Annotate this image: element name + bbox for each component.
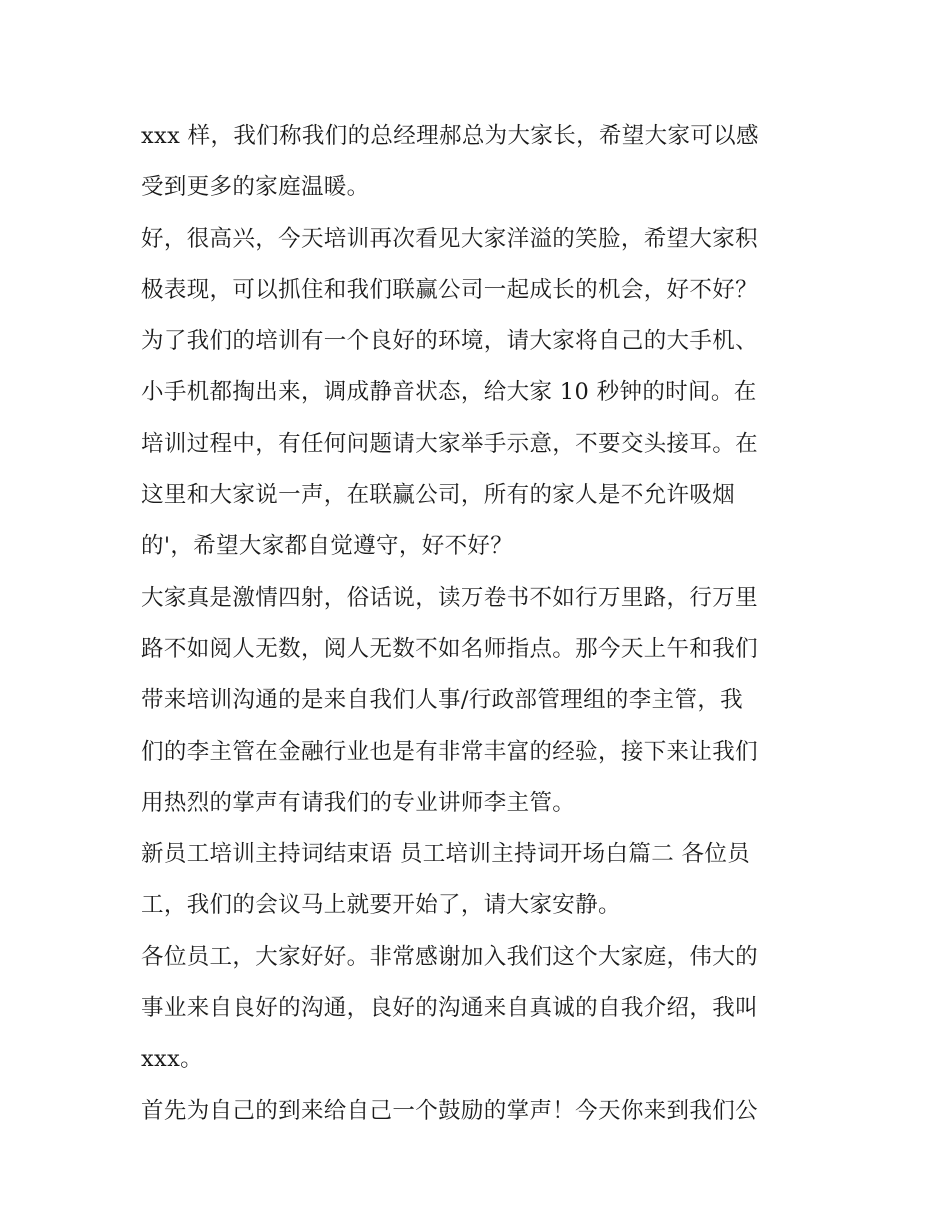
text-line: 极表现，可以抓住和我们联赢公司一起成长的机会，好不好？ [141,276,758,303]
text-line: 为了我们的培训有一个良好的环境，请大家将自己的大手机、 [141,328,758,355]
text-line: 各位员工，大家好好。非常感谢加入我们这个大家庭，伟大的 [141,943,758,970]
text-line: 们的李主管在金融行业也是有非常丰富的经验，接下来让我们 [141,738,758,765]
document-body [141,111,821,1137]
text-line: xxx 样，我们称我们的总经理郝总为大家长，希望大家可以感 [141,123,759,149]
text-line: 新员工培训主持词结束语 员工培训主持词开场白篇二 各位员 [141,841,751,868]
text-line: 的'，希望大家都自觉遵守，好不好？ [141,533,514,560]
text-line: 大家真是激情四射，俗话说，读万卷书不如行万里路，行万里 [141,584,758,611]
text-line: 培训过程中，有任何问题请大家举手示意，不要交头接耳。在 [141,430,758,457]
text-line: 工，我们的会议马上就要开始了，请大家安静。 [141,892,621,919]
text-line: 事业来自良好的沟通，良好的沟通来自真诚的自我介绍，我叫 [141,995,758,1022]
text-line: 这里和大家说一声，在联赢公司，所有的家人是不允许吸烟 [141,482,736,509]
text-line: 好，很高兴，今天培训再次看见大家洋溢的笑脸，希望大家积 [141,225,758,252]
text-line: 首先为自己的到来给自己一个鼓励的掌声！今天你来到我们公 [141,1097,758,1124]
text-line: xxx。 [141,1046,203,1073]
text-line: 小手机都掏出来，调成静音状态，给大家 10 秒钟的时间。在 [141,379,757,406]
text-line: 用热烈的掌声有请我们的专业讲师李主管。 [141,789,576,816]
text-line: 带来培训沟通的是来自我们人事/行政部管理组的李主管，我 [141,687,744,714]
text-line: 受到更多的家庭温暖。 [141,174,370,201]
text-line: 路不如阅人无数，阅人无数不如名师指点。那今天上午和我们 [141,635,758,662]
